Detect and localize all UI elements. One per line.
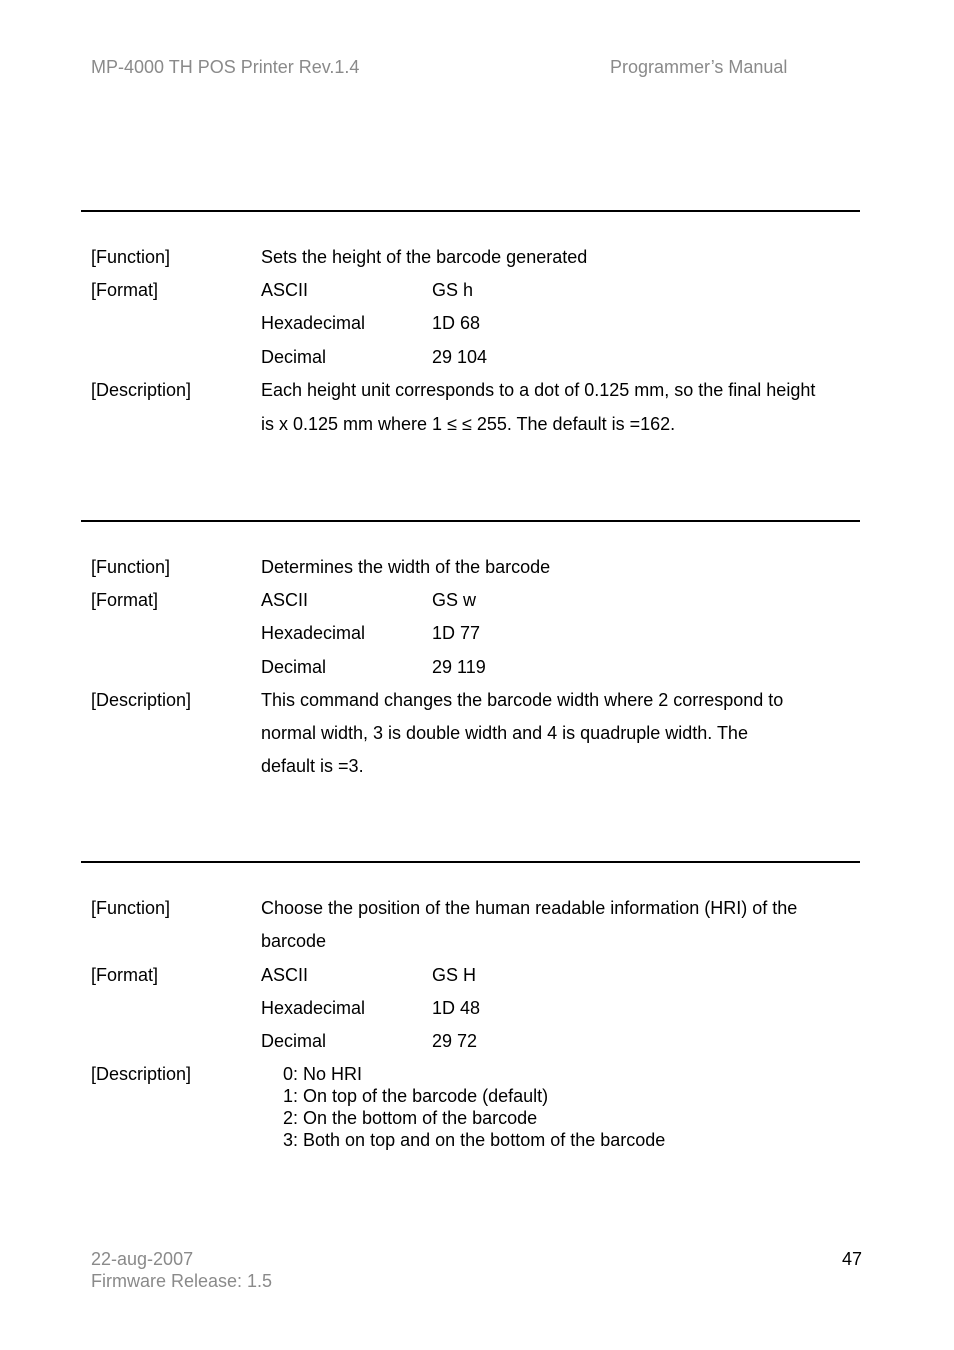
description-label: [Description] xyxy=(91,1064,192,1084)
description-line: Each height unit corresponds to a dot of 0.125 mm, so the final height xyxy=(261,380,816,400)
format-name: ASCII xyxy=(261,590,309,610)
format-value: 1D 77 xyxy=(432,623,481,643)
format-value: 29 72 xyxy=(432,1031,478,1051)
format-name: Decimal xyxy=(261,657,327,677)
format-name: Hexadecimal xyxy=(261,998,366,1018)
list-item: 0: No HRI xyxy=(283,1064,363,1084)
format-name: Hexadecimal xyxy=(261,623,366,643)
format-value: GS h xyxy=(432,280,474,300)
list-item: 1: On top of the barcode (default) xyxy=(283,1086,549,1106)
hri-options-list xyxy=(283,1063,665,1151)
function-text: barcode xyxy=(261,931,327,951)
footer-info xyxy=(91,1248,272,1292)
function-label: [Function] xyxy=(91,247,171,267)
function-label: [Function] xyxy=(91,557,171,577)
section-divider xyxy=(81,520,860,522)
format-name: Decimal xyxy=(261,1031,327,1051)
format-name: ASCII xyxy=(261,280,309,300)
section-divider xyxy=(81,210,860,212)
format-value: 1D 48 xyxy=(432,998,481,1018)
description-line: default is =3. xyxy=(261,756,364,776)
function-text: Determines the width of the barcode xyxy=(261,557,551,577)
section-divider xyxy=(81,861,860,863)
footer-date: 22-aug-2007 xyxy=(91,1249,194,1269)
function-text: Choose the position of the human readable information (HRI) of the xyxy=(261,898,798,918)
format-name: Decimal xyxy=(261,347,327,367)
description-label: [Description] xyxy=(91,690,192,710)
format-value: 29 119 xyxy=(432,657,486,677)
list-item: 2: On the bottom of the barcode xyxy=(283,1108,538,1128)
format-name: ASCII xyxy=(261,965,309,985)
function-label: [Function] xyxy=(91,898,171,918)
format-label: [Format] xyxy=(91,965,159,985)
description-line: normal width, 3 is double width and 4 is quadruple width. The xyxy=(261,723,748,743)
format-value: 1D 68 xyxy=(432,313,481,333)
page-number: 47 xyxy=(842,1249,863,1269)
header-manual-name: Programmer’s Manual xyxy=(610,57,788,77)
format-value: GS H xyxy=(432,965,477,985)
format-label: [Format] xyxy=(91,280,159,300)
footer-firmware: Firmware Release: 1.5 xyxy=(91,1271,273,1291)
header-title: MP-4000 TH POS Printer Rev.1.4 xyxy=(91,57,360,77)
description-line: This command changes the barcode width where 2 correspond to xyxy=(261,690,784,710)
description-label: [Description] xyxy=(91,380,192,400)
format-name: Hexadecimal xyxy=(261,313,366,333)
description-line: is x 0.125 mm where 1 ≤ ≤ 255. The default is =162. xyxy=(261,414,676,434)
list-item: 3: Both on top and on the bottom of the barcode xyxy=(283,1130,666,1150)
function-text: Sets the height of the barcode generated xyxy=(261,247,588,267)
format-value: GS w xyxy=(432,590,477,610)
format-label: [Format] xyxy=(91,590,159,610)
format-value: 29 104 xyxy=(432,347,488,367)
